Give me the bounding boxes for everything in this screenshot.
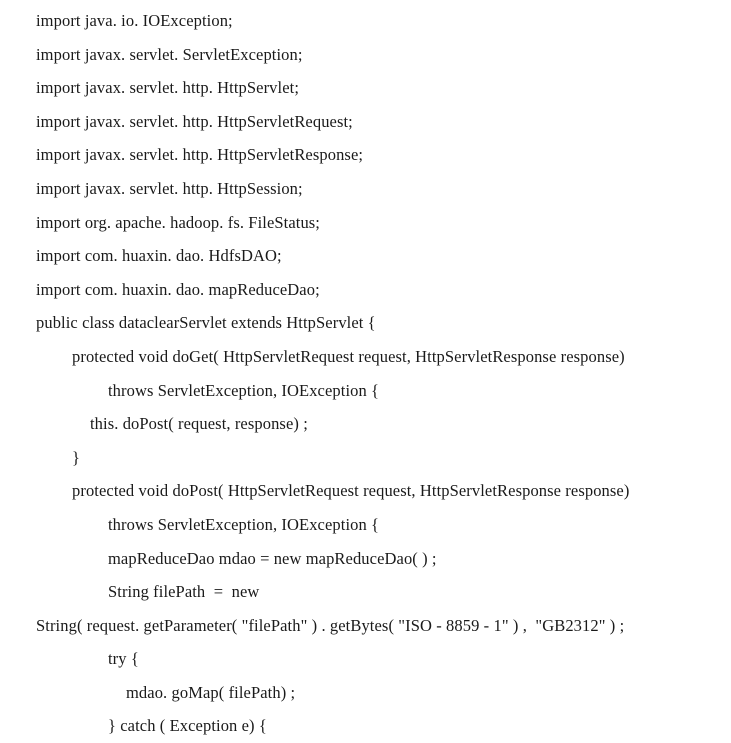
code-line-dopost-throws: throws ServletException, IOException { <box>108 514 380 534</box>
code-line-import-httpservletresponse: import javax. servlet. http. HttpServletResponse; <box>36 145 364 165</box>
code-line-import-hdfsdao: import com. huaxin. dao. HdfsDAO; <box>36 246 282 266</box>
code-line-import-mapreducedao: import com. huaxin. dao. mapReduceDao; <box>36 279 320 299</box>
code-line-import-servletexception: import javax. servlet. ServletException; <box>36 44 303 64</box>
code-line-filepath-string: String( request. getParameter( "filePath" ) . getBytes( "ISO - 8859 - 1" ) , "GB2312" ) ; <box>36 615 625 635</box>
code-line-gomap-call: mdao. goMap( filePath) ; <box>126 682 296 702</box>
code-line-class-declaration: public class dataclearServlet extends HttpServlet { <box>36 313 376 333</box>
code-line-filepath-decl: String filePath = new <box>108 582 260 602</box>
code-line-catch: } catch ( Exception e) { <box>108 716 267 736</box>
code-line-doget-throws: throws ServletException, IOException { <box>108 380 380 400</box>
code-line-dopost-call: this. doPost( request, response) ; <box>90 414 308 434</box>
code-line-doget-close-brace: } <box>72 447 81 467</box>
code-line-import-filestatus: import org. apache. hadoop. fs. FileStatus; <box>36 212 320 232</box>
code-line-mdao-new: mapReduceDao mdao = new mapReduceDao( ) ; <box>108 548 437 568</box>
code-line-dopost-signature: protected void doPost( HttpServletRequest request, HttpServletResponse response) <box>72 481 630 501</box>
code-line-import-httpsession: import javax. servlet. http. HttpSession; <box>36 178 303 198</box>
code-line-import-httpservlet: import javax. servlet. http. HttpServlet; <box>36 78 300 98</box>
code-line-import-ioexception: import java. io. IOException; <box>36 11 233 30</box>
code-line-try: try { <box>108 649 139 669</box>
code-line-doget-signature: protected void doGet( HttpServletRequest request, HttpServletResponse response) <box>72 346 625 366</box>
code-line-import-httpservletrequest: import javax. servlet. http. HttpServletRequest; <box>36 111 353 131</box>
